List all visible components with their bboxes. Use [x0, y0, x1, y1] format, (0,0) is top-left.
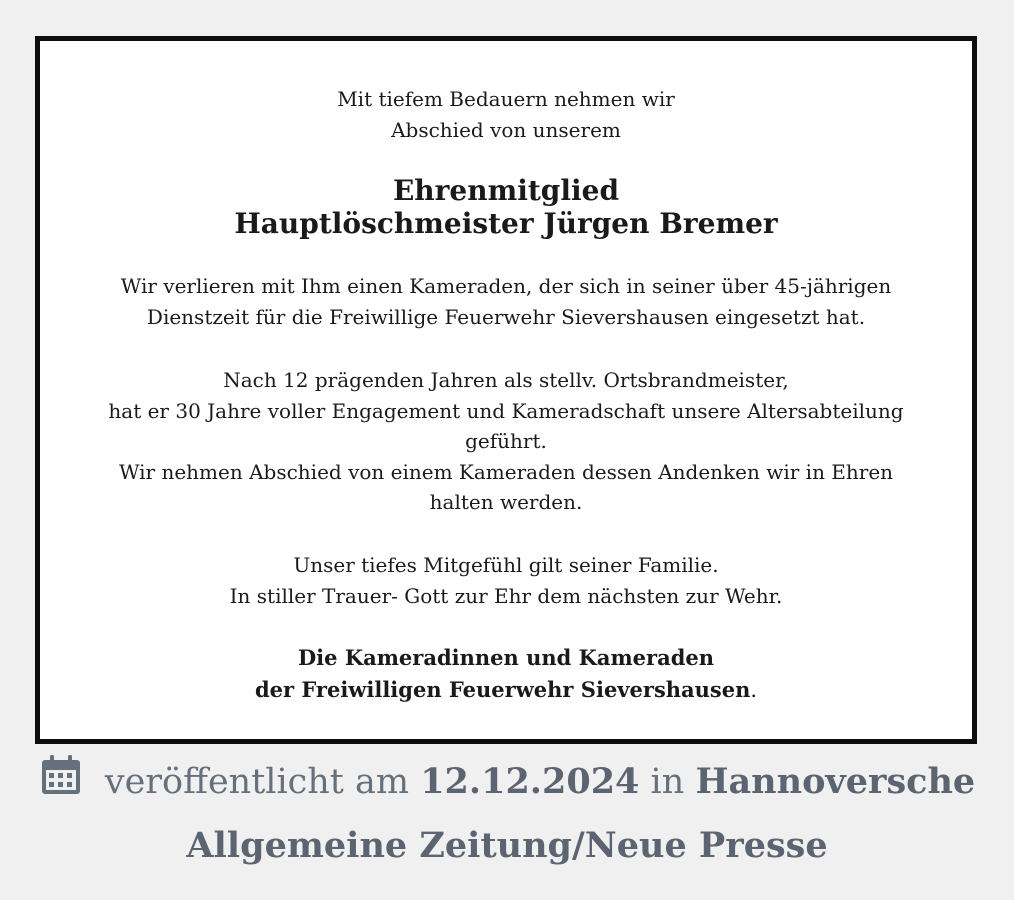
text-line: Unser tiefes Mitgefühl gilt seiner Familie. — [293, 553, 719, 577]
intro-line: Mit tiefem Bedauern nehmen wir — [337, 87, 675, 111]
publication-line-1 — [0, 752, 1014, 816]
newspaper-name-part1: Hannoversche — [695, 761, 976, 802]
publication-info — [0, 752, 1014, 876]
publication-date: 12.12.2024 — [420, 761, 640, 802]
text-line: Nach 12 prägenden Jahren als stellv. Ortsbrandmeister, — [223, 368, 789, 392]
text-line: hat er 30 Jahre voller Engagement und Kameradschaft unsere Altersabteilung — [108, 398, 904, 423]
deceased-name: Hauptlöschmeister Jürgen Bremer — [234, 207, 778, 240]
service-paragraph — [40, 271, 972, 332]
in-word: in — [650, 762, 685, 802]
signature-org: der Freiwilligen Feuerwehr Sievershausen — [254, 677, 751, 702]
honor-title: Ehrenmitglied — [392, 174, 620, 207]
text-line: In stiller Trauer- Gott zur Ehr dem nächsten zur Wehr. — [229, 583, 783, 608]
text-line: Wir verlieren mit Ihm einen Kameraden, der sich in seiner über 45-jährigen — [120, 274, 892, 298]
condolence-paragraph — [40, 550, 972, 611]
obituary-notice — [35, 36, 977, 744]
intro-text — [40, 84, 972, 145]
publication-line-2 — [0, 816, 1014, 876]
text-line: halten werden. — [429, 490, 583, 514]
signature-period: . — [750, 678, 758, 702]
deceased-title — [40, 174, 972, 240]
tribute-paragraph — [40, 365, 972, 518]
published-prefix: veröffentlicht am — [104, 762, 410, 802]
newspaper-name-part2: Allgemeine Zeitung/Neue Presse — [186, 825, 828, 866]
signature — [40, 642, 972, 706]
text-line: geführt. — [465, 429, 547, 453]
signature-line: Die Kameradinnen und Kameraden — [297, 645, 715, 670]
intro-line: Abschied von unserem — [391, 117, 621, 142]
signature-line — [40, 674, 972, 706]
text-line: Wir nehmen Abschied von einem Kameraden dessen Andenken wir in Ehren — [118, 459, 894, 484]
text-line: Dienstzeit für die Freiwillige Feuerwehr Sievershausen eingesetzt hat. — [146, 304, 866, 329]
calendar-icon — [39, 753, 83, 816]
